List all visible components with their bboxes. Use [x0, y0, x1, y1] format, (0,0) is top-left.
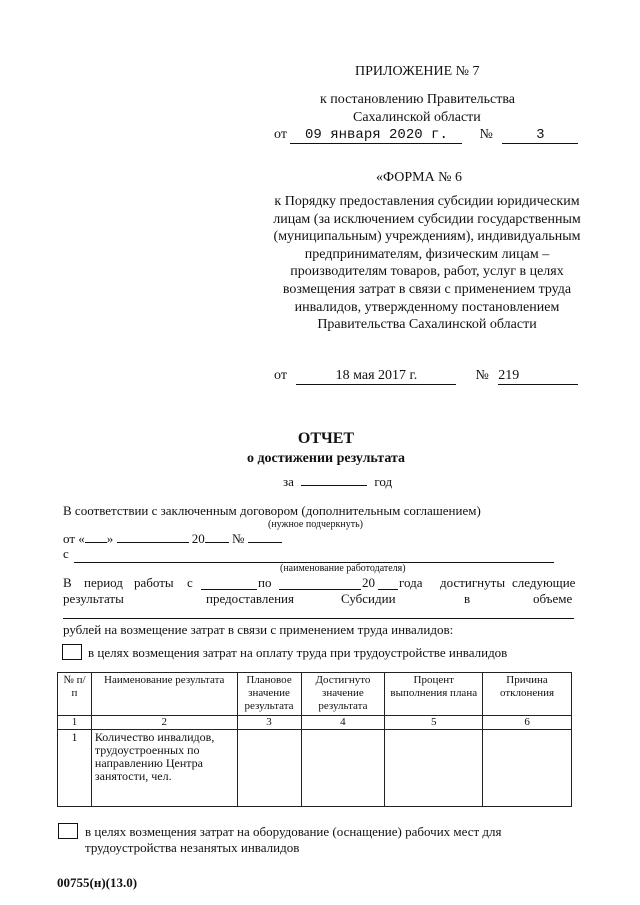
row-percent-cell[interactable]: [385, 730, 483, 807]
period-word: работы: [134, 575, 174, 590]
report-period-suffix: год: [374, 474, 393, 489]
report-title: ОТЧЕТ: [297, 430, 355, 447]
period-word: года: [399, 575, 423, 590]
appendix-line2: Сахалинской области: [353, 110, 481, 125]
column-number: 6: [483, 716, 572, 730]
column-number: 3: [237, 716, 301, 730]
column-number: 2: [91, 716, 237, 730]
form-date-prefix: от: [274, 368, 287, 383]
period-word: с: [187, 575, 193, 590]
table-header-row: [58, 673, 572, 716]
appendix-line1: к постановлению Правительства: [320, 92, 516, 107]
period-word: В: [63, 575, 72, 590]
wage-checkbox[interactable]: [62, 644, 82, 660]
table-header: Причина отклонения: [483, 673, 572, 716]
results-word: предоставления: [206, 591, 294, 606]
table-header: № п/п: [58, 673, 92, 716]
equipment-checkbox[interactable]: [58, 823, 78, 839]
results-word: объеме: [533, 591, 573, 606]
appendix-num-value: 3: [502, 127, 578, 144]
period-word: по: [258, 575, 272, 590]
appendix-title: ПРИЛОЖЕНИЕ № 7: [355, 64, 480, 79]
form-description: к Порядку предоставления субсидии юридическим лицам (за исключением субсидии государственным (муниципальным) учреждениям), индивидуальным предпринимателям, физическим лицам – производителям товаров, работ, услуг в целях возмещения затрат в связи с применением труда инвалидов, утвержденному постановлением Правительства Сахалинской области: [273, 194, 581, 333]
appendix-date-prefix: от: [274, 127, 287, 142]
agreement-num-blank[interactable]: [248, 542, 282, 543]
column-number: 4: [301, 716, 385, 730]
period-word: период: [84, 575, 123, 590]
appendix-date-value: 09 января 2020 г.: [290, 127, 462, 144]
table-header: Процент выполнения плана: [385, 673, 483, 716]
wage-checkbox-label: в целях возмещения затрат на оплату труда при трудоустройстве инвалидов: [88, 645, 508, 660]
period-to-blank[interactable]: [279, 575, 361, 590]
period-word: достигнуты: [440, 575, 506, 590]
period-word: следующие: [512, 575, 576, 590]
table-header: Плановое значение результата: [237, 673, 301, 716]
agreement-date-row: [63, 531, 282, 547]
day-blank[interactable]: [85, 542, 107, 543]
para-agreement: В соответствии с заключенным договором (дополнительным соглашением): [63, 503, 481, 518]
column-number: 1: [58, 716, 92, 730]
report-period-prefix: за: [283, 474, 294, 489]
underline-note: (нужное подчеркнуть): [268, 519, 363, 530]
row-reason-cell[interactable]: [483, 730, 572, 807]
period-from-blank[interactable]: [201, 575, 257, 590]
row-plan-cell[interactable]: [237, 730, 301, 807]
form-code: 00755(н)(13.0): [57, 875, 138, 890]
amount-line[interactable]: [63, 618, 574, 619]
year-prefix: 20: [191, 531, 205, 546]
employer-note: (наименование работодателя): [280, 563, 406, 574]
form-date-value: 18 мая 2017 г.: [296, 368, 456, 385]
row-actual-cell[interactable]: [301, 730, 385, 807]
report-period: [283, 474, 392, 490]
table-header: Достигнуто значение результата: [301, 673, 385, 716]
table-number-row: [58, 716, 572, 730]
appendix-num-prefix: №: [479, 127, 493, 142]
results-table: [57, 672, 572, 807]
form-num-value: 219: [498, 368, 578, 385]
period-word: 20: [362, 575, 375, 590]
results-word: результаты: [63, 591, 124, 606]
table-header: Наименование результата: [91, 673, 237, 716]
year-blank[interactable]: [205, 542, 229, 543]
agreement-num-sign: №: [232, 531, 245, 546]
report-period-blank[interactable]: [301, 485, 367, 486]
from-prefix: от «: [63, 531, 85, 546]
equipment-checkbox-label-line2: трудоустройства незанятых инвалидов: [85, 840, 300, 855]
from-quote: »: [106, 531, 114, 546]
rubles-line: рублей на возмещение затрат в связи с применением труда инвалидов:: [63, 622, 454, 637]
table-row: [58, 730, 572, 807]
form-num-prefix: №: [475, 368, 489, 383]
results-word: в: [464, 591, 471, 606]
period-year-blank[interactable]: [378, 575, 398, 590]
appendix-date-row: [274, 127, 578, 144]
form-title: «ФОРМА № 6: [376, 170, 463, 185]
with-prefix: с: [63, 546, 69, 561]
row-name: Количество инвалидов, трудоустроенных по направлению Центра занятости, чел.: [91, 730, 237, 807]
month-blank[interactable]: [117, 542, 189, 543]
report-subtitle: о достижении результата: [246, 451, 406, 466]
column-number: 5: [385, 716, 483, 730]
results-word: Субсидии: [341, 591, 396, 606]
row-number: 1: [58, 730, 92, 807]
form-date-row: [274, 368, 578, 385]
equipment-checkbox-label-line1: в целях возмещения затрат на оборудование (оснащение) рабочих мест для: [85, 824, 502, 839]
